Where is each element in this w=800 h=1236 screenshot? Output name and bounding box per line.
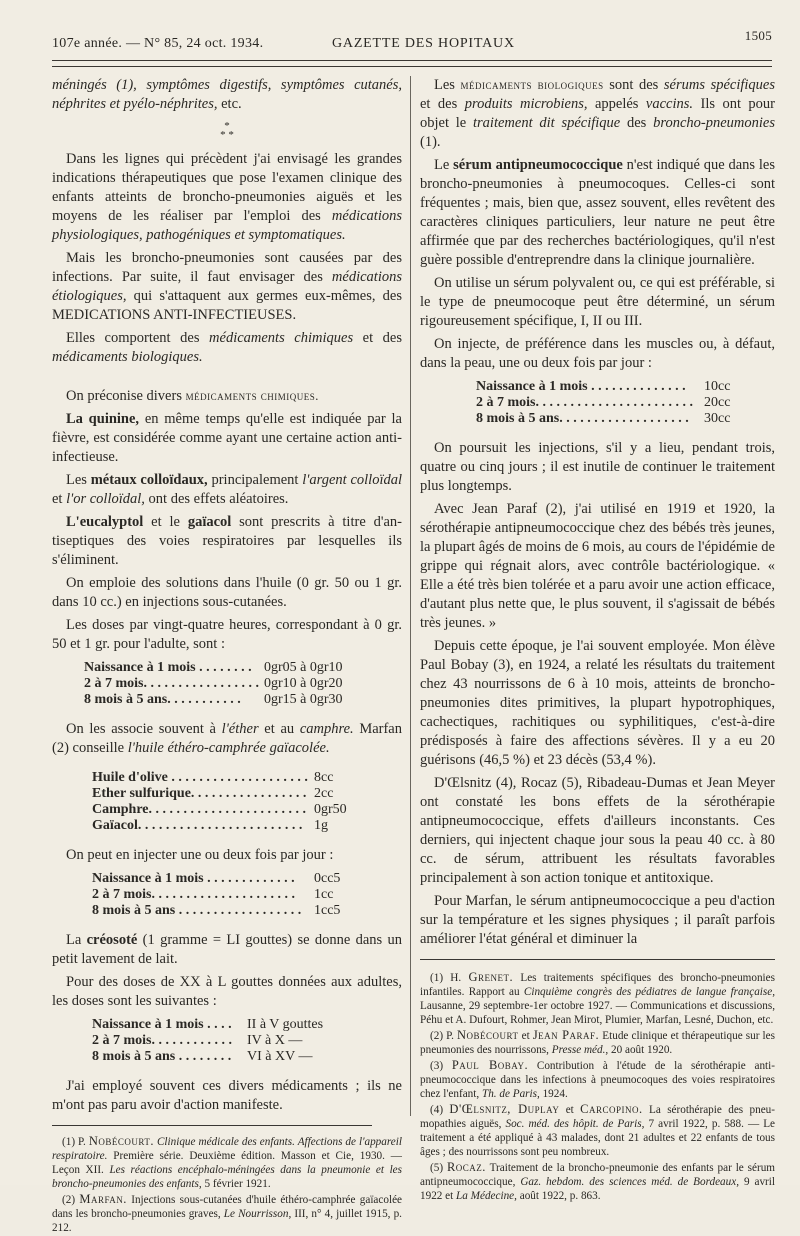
footnotes-left: [52, 1134, 402, 1235]
paragraph: Pour des doses de XX à L gouttes données aux adultes, les doses sont les suivantes :: [52, 974, 402, 1009]
dose-table: [92, 1017, 402, 1065]
page-header: [52, 26, 772, 56]
paragraph: On les associe souvent à l'éther et au camphre. Marfan (2) conseille l'huile éthéro-camphrée gaïacolée.: [52, 721, 402, 756]
table-row: Naissance à 1 mois . . . . II à V gouttes: [92, 1017, 324, 1032]
table-row: 2 à 7 mois. . . . . . . . . . . . . . . . . . . . . 1cc: [92, 887, 334, 902]
footnote: (2) Marfan. Injections sous-cutanées d'huile éthéro-camphrée gaïacolée dans les broncho-pneumonies graves, Le Nourrisson, III, n° 4, juillet 1915, p. 212.: [52, 1192, 402, 1234]
footnote: (5) Rocaz. Traitement de la broncho-pneumonie des enfants par le sérum antipneumococcique, Gaz. hebdom. des sciences méd. de Bordeaux, 9 avril 1922 et La Médecine, août 1922, p. 863.: [420, 1160, 775, 1202]
footnote: (1) P. Nobécourt. Clinique médicale des enfants. Affections de l'appareil respiratoire. Première série. Deuxième édition. Masson et Cie, 1930. — Leçon XII. Les réactions encéphalo-méningées dans la pneumonie et les broncho-pneumonies des enfants, 5 février 1921.: [52, 1134, 402, 1190]
footnote: (3) Paul Bobay. Contribution à l'étude de la sérothérapie anti-pneumococcique dans les infections à pneumocoques des voies respiratoires chez l'enfant, Th. de Paris, 1924.: [420, 1058, 775, 1100]
table-row: Naissance à 1 mois . . . . . . . . . . . . . . 10cc: [476, 379, 731, 394]
paragraph: On emploie des solutions dans l'huile (0 gr. 50 ou 1 gr. dans 10 cc.) en injections sous-cutanées.: [52, 575, 402, 610]
paragraph: On peut en injecter une ou deux fois par jour :: [66, 847, 334, 863]
paragraph: méningés (1), symptômes digestifs, symptômes cutanés, néphrites et pyélo-néphrites, etc.: [52, 77, 402, 112]
table-row: 8 mois à 5 ans . . . . . . . . VI à XV —: [92, 1049, 313, 1064]
footnote: (4) D'Œlsnitz, Duplay et Carcopino. La sérothérapie des pneumopathies aiguës, Soc. méd. des hôpit. de Paris, 7 avril 1922, p. 588. — Le traitement a été appliqué à 43 malades, dont 21 adultes et 22 enfants de tous âges ; des nourrissons sont peu nombreux.: [420, 1102, 775, 1158]
dose-table: [84, 660, 402, 708]
paragraph: Le sérum antipneumococcique n'est indiqué que dans les broncho-pneumonies à pneumocoques. Celles-ci sont fréquentes ; mais, bien que, assez souvent, elles revêtent des caractères cliniques particuliers, leur nature ne peut être affirmée que par des recherches bactériologiques, qu'il n'est guère possible d'entreprendre dans la clinique journalière.: [420, 157, 775, 268]
paragraph: La créosoté (1 gramme = LI gouttes) se donne dans un petit lavement de lait.: [52, 932, 402, 967]
paragraph: Elles comportent des médicaments chimiques et des médicaments biologiques.: [52, 330, 403, 365]
column-divider: [410, 76, 411, 1116]
issue-info: 107e année. — N° 85, 24 oct. 1934.: [52, 36, 264, 51]
table-row: 2 à 7 mois. . . . . . . . . . . . . . . . . . . . . . . 20cc: [476, 395, 731, 410]
paragraph: La quinine, en même temps qu'elle est indiquée par la fièvre, est considérée comme ayant une certaine action anti-infectieuse.: [52, 411, 402, 465]
table-row: 8 mois à 5 ans. . . . . . . . . . . . . . . . . . . 30cc: [476, 411, 731, 426]
table-row: Huile d'olive . . . . . . . . . . . . . . . . . . . . 8cc: [92, 770, 334, 785]
footnotes-right: [420, 970, 775, 1203]
paragraph: Mais les broncho-pneumonies sont causées par des infections. Par suite, il faut envisager des médications étiologiques, qui s'attaquent aux germes eux-mêmes, des MEDICATIONS ANTI-INFECTIEUSES.: [52, 250, 402, 323]
table-row: Naissance à 1 mois . . . . . . . . . . . . . 0cc5: [92, 871, 341, 886]
journal-title: GAZETTE DES HOPITAUX: [332, 36, 515, 51]
paragraph: Les médicaments biologiques sont des sérums spécifiques et des produits microbiens, appelés vaccins. Ils ont pour objet le traitement dit spécifique des broncho-pneumonies (1).: [420, 77, 776, 150]
footnote-rule: [420, 959, 775, 960]
paragraph: Les doses par vingt-quatre heures, correspondant à 0 gr. 50 et 1 gr. pour l'adulte, sont :: [52, 617, 402, 652]
paragraph: D'Œlsnitz (4), Rocaz (5), Ribadeau-Dumas et Jean Meyer ont constaté les bons effets de la sérothérapie antipneumococcique, effets d'ailleurs inconstants. Ces derniers, qui injectent chaque jour sous la peau 40 cc. à 80 cc. de sérum, attribuent les résultats favorables principalement à son action tonique et antitoxique.: [420, 775, 775, 886]
table-row: 8 mois à 5 ans . . . . . . . . . . . . . . . . . . 1cc5: [92, 903, 341, 918]
paragraph: Avec Jean Paraf (2), j'ai utilisé en 1919 et 1920, la sérothérapie antipneumococcique chez des bébés très jeunes, la plupart âgés de moins de 6 mois, au cours de l'épidémie de grippe qui régnait alors, avec contrôle bactériologique. « Elle a été très bien tolérée et a paru avoir une action efficace, d'autant plus nette que, le plus souvent, il s'agissait de bébés très jeunes. »: [420, 501, 775, 631]
asterism: * * *: [220, 120, 234, 141]
paragraph: Les métaux colloïdaux, principalement l'argent colloïdal et l'or colloïdal, ont des effets aléatoires.: [52, 472, 402, 507]
footnote: (1) H. Grenet. Les traitements spécifiques des broncho-pneumonies infantiles. Rapport au Cinquième congrès des pédiatres de langue française, Lausanne, 29 septembre-1er octobre 1927. — Communications et discussions, Péhu et A. Dufourt, Rohmer, Jean Mirot, Plumier, Marfan, Lesné, Duchon, etc.: [420, 970, 776, 1026]
left-column: [52, 76, 402, 1236]
table-row: 2 à 7 mois. . . . . . . . . . . . IV à X —: [92, 1033, 303, 1048]
right-column: [420, 76, 775, 1204]
footnote: (2) P. Nobécourt et Jean Paraf. Etude clinique et thérapeutique sur les pneumonies des nourrissons, Presse méd., 20 août 1920.: [420, 1028, 775, 1056]
footnote-rule: [52, 1125, 372, 1126]
formula-table: [92, 770, 402, 834]
page-number: 1505: [744, 28, 772, 43]
paragraph: Dans les lignes qui précèdent j'ai envisagé les grandes indications thérapeutiques que pose l'examen clinique des enfants atteints de broncho-pneumonies aiguës et les moyens de les réaliser par l'emploi des médications physiologiques, pathogéniques et symptomatiques.: [52, 151, 402, 243]
table-row: Camphre. . . . . . . . . . . . . . . . . . . . . . . 0gr50: [92, 802, 347, 817]
paragraph: Pour Marfan, le sérum antipneumococcique a peu d'action sur la température et les signes physiques ; il paraît parfois améliorer l'état général et diminuer la: [420, 893, 775, 947]
header-rule-thin: [52, 66, 772, 67]
table-row: 2 à 7 mois. . . . . . . . . . . . . . . . . 0gr10 à 0gr20: [84, 676, 343, 691]
paragraph: J'ai employé souvent ces divers médicaments ; ils ne m'ont pas paru avoir d'action manifeste.: [52, 1078, 402, 1113]
table-row: Ether sulfurique. . . . . . . . . . . . . . . . . 2cc: [92, 786, 334, 801]
paragraph: On utilise un sérum polyvalent ou, ce qui est préférable, si le type de pneumocoque peut être déterminé, un sérum rigoureusement spécifique, I, II ou III.: [420, 275, 775, 329]
dose-table: [476, 379, 775, 427]
paragraph: L'eucalyptol et le gaïacol sont prescrits à titre d'antiseptiques des voies respiratoires par lesquelles ils s'éliminent.: [52, 514, 402, 568]
paragraph: On poursuit les injections, s'il y a lieu, pendant trois, quatre ou cinq jours ; il est inutile de continuer le traitement plus longtemps.: [420, 440, 775, 494]
header-rule: [52, 60, 772, 61]
paragraph: Depuis cette époque, je l'ai souvent employée. Mon élève Paul Bobay (3), en 1924, a relaté les résultats du traitement chez 43 nourrissons de 6 à 10 mois, atteints de broncho-pneumonies dites primitives, la plupart hypotrophiques, cachectiques, rachitiques ou syphilitiques, c'est-à-dire prédisposés à faire des affections sévères. Il y a eu 20 guérisons (46,5 %) et 23 décès (53,4 %).: [420, 638, 775, 768]
table-row: 8 mois à 5 ans. . . . . . . . . . . 0gr15 à 0gr30: [84, 692, 343, 707]
paragraph: On préconise divers médicaments chimiques.: [66, 388, 319, 404]
table-row: Naissance à 1 mois . . . . . . . . 0gr05 à 0gr10: [84, 660, 343, 675]
paragraph: On injecte, de préférence dans les muscles ou, à défaut, dans la peau, une ou deux fois par jour :: [420, 336, 775, 371]
table-row: Gaïacol. . . . . . . . . . . . . . . . . . . . . . . . 1g: [92, 818, 328, 833]
dose-table: [92, 871, 402, 919]
